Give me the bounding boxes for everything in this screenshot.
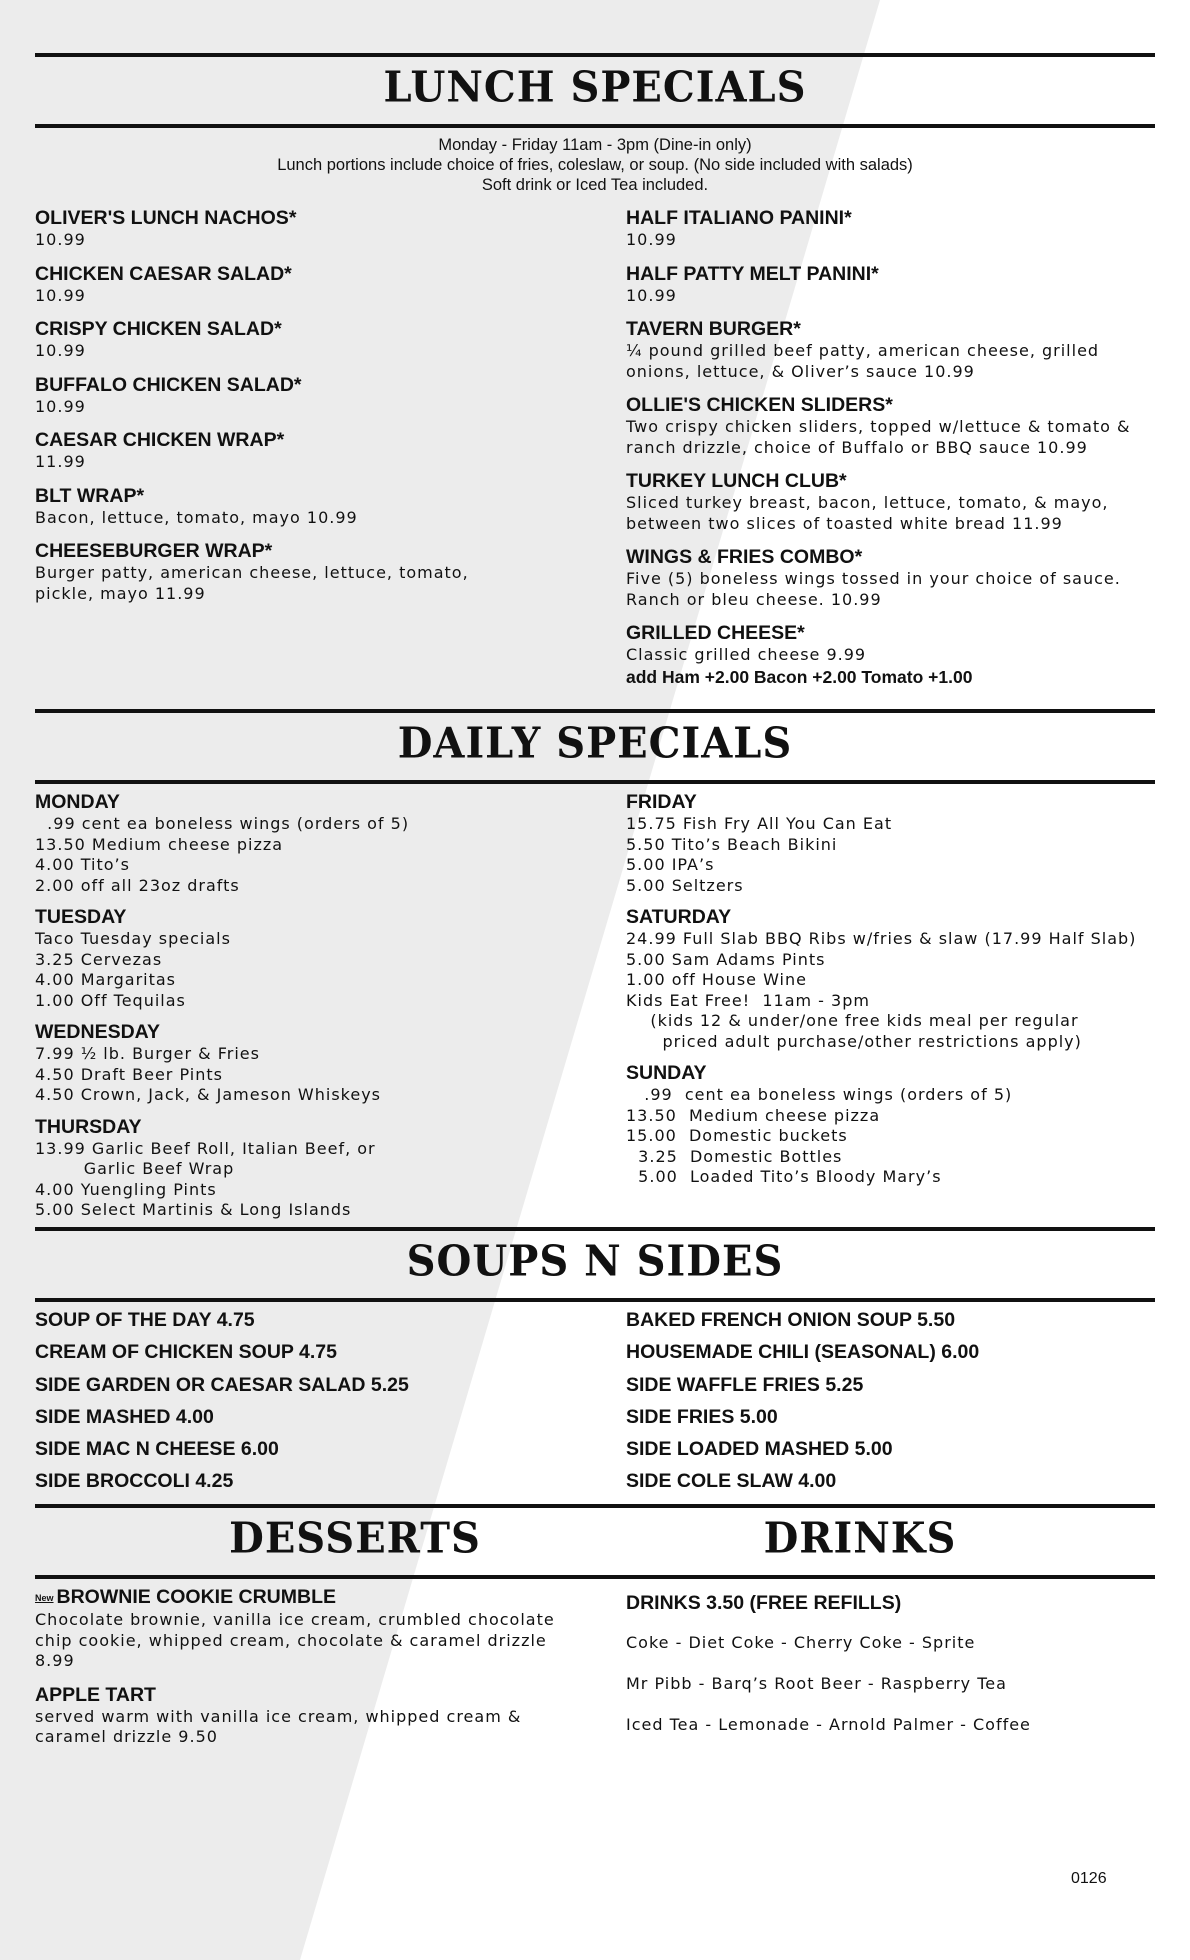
day-name: FRIDAY [626, 791, 697, 813]
special-line: 5.00 IPA’s [626, 855, 715, 874]
menu-item-name: WINGS & FRIES COMBO* [626, 546, 863, 568]
side-item: CREAM OF CHICKEN SOUP 4.75 [35, 1341, 337, 1364]
menu-item-name: CAESAR CHICKEN WRAP* [35, 429, 285, 451]
special-line: (kids 12 & under/one free kids meal per regular [626, 1011, 1079, 1030]
special-line: 5.00 Loaded Tito’s Bloody Mary’s [626, 1167, 942, 1186]
special-line: 4.00 Margaritas [35, 970, 177, 989]
day-name: WEDNESDAY [35, 1021, 160, 1043]
menu-item-name: CHEESEBURGER WRAP* [35, 540, 273, 562]
side-item: SIDE COLE SLAW 4.00 [626, 1470, 837, 1493]
menu-item-name: HALF ITALIANO PANINI* [626, 207, 852, 229]
menu-item [35, 539, 505, 604]
special-line: 1.00 Off Tequilas [35, 990, 186, 1010]
drinks-column [626, 1591, 1146, 1756]
menu-item-description: Chocolate brownie, vanilla ice cream, crumbled chocolate chip cookie, whipped cream, chocolate & caramel drizzle 8.99 [35, 1610, 555, 1670]
menu-item [35, 1683, 555, 1748]
menu-item [626, 317, 1146, 382]
side-item: BAKED FRENCH ONION SOUP 5.50 [626, 1309, 956, 1331]
divider [35, 1298, 1155, 1302]
special-line: 5.50 Tito’s Beach Bikini [626, 834, 838, 854]
special-line: Taco Tuesday specials [35, 929, 231, 948]
daily-special-group [35, 1115, 595, 1221]
menu-item-description: Burger patty, american cheese, lettuce, tomato, pickle, mayo 11.99 [35, 563, 469, 603]
menu-item [626, 469, 1146, 534]
lunch-specials-title: LUNCH SPECIALS [383, 62, 807, 113]
menu-item-name: GRILLED CHEESE* [626, 622, 805, 644]
daily-special-group [35, 905, 595, 1011]
divider [35, 53, 1155, 57]
special-line: 13.50 Medium cheese pizza [626, 1105, 881, 1125]
daily-special-group [626, 905, 1166, 1052]
menu-item-name-row [35, 1585, 555, 1610]
divider [35, 1504, 1155, 1508]
intro-line: Lunch portions include choice of fries, coleslaw, or soup. (No side included with salads) [277, 156, 913, 174]
menu-item [35, 373, 505, 418]
menu-item-description: served warm with vanilla ice cream, whipped cream & caramel drizzle 9.50 [35, 1706, 522, 1746]
menu-item [626, 393, 1146, 458]
day-name: SUNDAY [626, 1062, 707, 1084]
menu-item-addons: add Ham +2.00 Bacon +2.00 Tomato +1.00 [626, 666, 973, 687]
menu-item-name: HALF PATTY MELT PANINI* [626, 262, 879, 285]
menu-item-name: OLIVER'S LUNCH NACHOS* [35, 207, 297, 229]
menu-item [35, 317, 505, 362]
special-line: 4.00 Tito’s [35, 855, 130, 874]
divider [35, 709, 1155, 713]
special-line: priced adult purchase/other restrictions apply) [626, 1031, 1082, 1051]
menu-item-description: 10.99 [626, 285, 677, 305]
daily-special-group [35, 790, 595, 896]
divider [35, 1227, 1155, 1231]
special-line: 7.99 ½ lb. Burger & Fries [35, 1044, 260, 1063]
menu-item [35, 206, 505, 251]
menu-item-name: CHICKEN CAESAR SALAD* [35, 262, 292, 285]
special-line: 15.00 Domestic buckets [626, 1126, 848, 1145]
special-line: Kids Eat Free! 11am - 3pm [626, 990, 870, 1010]
menu-item-name: BUFFALO CHICKEN SALAD* [35, 373, 302, 396]
lunch-right-column [626, 206, 1146, 699]
divider [35, 1575, 1155, 1579]
drinks-line: Mr Pibb - Barq’s Root Beer - Raspberry Tea [626, 1674, 1007, 1693]
menu-item-name: TURKEY LUNCH CLUB* [626, 470, 847, 492]
side-item: SIDE WAFFLE FRIES 5.25 [626, 1373, 864, 1396]
side-item: SIDE MASHED 4.00 [35, 1405, 214, 1428]
new-badge: New [35, 1593, 54, 1603]
menu-item-description: Sliced turkey breast, bacon, lettuce, tomato, & mayo, between two slices of toasted white bread 11.99 [626, 493, 1109, 533]
menu-item-name: CRISPY CHICKEN SALAD* [35, 318, 282, 340]
special-line: 3.25 Cervezas [35, 949, 163, 969]
side-item: SIDE GARDEN OR CAESAR SALAD 5.25 [35, 1373, 409, 1396]
side-item: SIDE MAC N CHEESE 6.00 [35, 1438, 279, 1461]
special-line: 4.00 Yuengling Pints [35, 1179, 217, 1199]
menu-item-name: APPLE TART [35, 1683, 156, 1706]
side-item: SIDE BROCCOLI 4.25 [35, 1470, 234, 1493]
drinks-line: Coke - Diet Coke - Cherry Coke - Sprite [626, 1633, 976, 1652]
menu-item-name: TAVERN BURGER* [626, 318, 801, 340]
side-item: SOUP OF THE DAY 4.75 [35, 1309, 255, 1331]
menu-item-description: Two crispy chicken sliders, topped w/lettuce & tomato & ranch drizzle, choice of Buffalo or BBQ sauce 10.99 [626, 417, 1131, 457]
intro-line: Soft drink or Iced Tea included. [481, 176, 709, 194]
side-item: HOUSEMADE CHILI (SEASONAL) 6.00 [626, 1341, 980, 1364]
menu-item [626, 545, 1146, 610]
desserts-column [35, 1585, 555, 1759]
menu-item-description: 10.99 [35, 341, 86, 360]
menu-item-description: 10.99 [35, 230, 86, 249]
menu-item-description: Bacon, lettuce, tomato, mayo 10.99 [35, 507, 358, 527]
menu-item [35, 428, 505, 473]
divider [35, 124, 1155, 128]
menu-item [626, 206, 1146, 251]
daily-special-group [35, 1020, 595, 1106]
divider [35, 780, 1155, 784]
drinks-heading: DRINKS 3.50 (FREE REFILLS) [626, 1592, 902, 1614]
daily-special-group [626, 1061, 1166, 1188]
menu-item-description: Five (5) boneless wings tossed in your choice of sauce. Ranch or bleu cheese. 10.99 [626, 569, 1121, 609]
day-name: TUESDAY [35, 906, 127, 928]
daily-left-column [35, 790, 595, 1230]
day-name: THURSDAY [35, 1115, 142, 1138]
menu-item [626, 621, 1146, 688]
menu-item-description: Classic grilled cheese 9.99 [626, 645, 867, 664]
special-line: 5.00 Select Martinis & Long Islands [35, 1200, 352, 1219]
special-line: 1.00 off House Wine [626, 970, 807, 989]
special-line: 5.00 Sam Adams Pints [626, 949, 826, 969]
special-line: Garlic Beef Wrap [35, 1159, 235, 1178]
special-line: 4.50 Draft Beer Pints [35, 1064, 223, 1084]
special-line: 15.75 Fish Fry All You Can Eat [626, 814, 893, 833]
menu-item-description: 10.99 [35, 396, 86, 416]
soups-right-column [626, 1304, 1166, 1498]
daily-right-column [626, 790, 1166, 1197]
menu-item-name: BROWNIE COOKIE CRUMBLE [56, 1586, 337, 1608]
side-item: SIDE FRIES 5.00 [626, 1405, 778, 1428]
day-name: SATURDAY [626, 906, 732, 928]
menu-item-description: 11.99 [35, 452, 86, 471]
special-line: 4.50 Crown, Jack, & Jameson Whiskeys [35, 1085, 382, 1104]
menu-item [35, 484, 505, 529]
day-name: MONDAY [35, 791, 120, 813]
menu-item-name: OLLIE'S CHICKEN SLIDERS* [626, 394, 893, 416]
drinks-title: DRINKS [763, 1513, 957, 1564]
special-line: 13.50 Medium cheese pizza [35, 834, 284, 854]
menu-item-description: 10.99 [626, 230, 677, 249]
menu-code: 0126 [1071, 1870, 1107, 1887]
special-line: .99 cent ea boneless wings (orders of 5) [626, 1085, 1013, 1104]
special-line: 2.00 off all 23oz drafts [35, 875, 240, 895]
special-line: 13.99 Garlic Beef Roll, Italian Beef, or [35, 1138, 376, 1158]
daily-special-group [626, 790, 1166, 896]
menu-item [35, 1585, 555, 1672]
menu-item-description: ¼ pound grilled beef patty, american cheese, grilled onions, lettuce, & Oliver’s sauce 10.99 [626, 341, 1100, 381]
side-item: SIDE LOADED MASHED 5.00 [626, 1438, 893, 1461]
soups-left-column [35, 1304, 595, 1498]
soups-sides-title: SOUPS N SIDES [406, 1236, 784, 1287]
menu-item [35, 262, 505, 307]
lunch-left-column [35, 206, 505, 615]
special-line: 5.00 Seltzers [626, 875, 744, 895]
daily-specials-title: DAILY SPECIALS [397, 718, 793, 769]
intro-line: Monday - Friday 11am - 3pm (Dine-in only) [438, 136, 752, 154]
special-line: 3.25 Domestic Bottles [626, 1146, 843, 1166]
special-line: .99 cent ea boneless wings (orders of 5) [35, 814, 410, 833]
menu-item-description: 10.99 [35, 285, 86, 305]
menu-item-name: BLT WRAP* [35, 484, 145, 507]
lunch-intro [35, 135, 1155, 195]
desserts-title: DESSERTS [229, 1513, 481, 1564]
drinks-line: Iced Tea - Lemonade - Arnold Palmer - Coffee [626, 1715, 1031, 1734]
special-line: 24.99 Full Slab BBQ Ribs w/fries & slaw (17.99 Half Slab) [626, 929, 1137, 948]
menu-item [626, 262, 1146, 307]
